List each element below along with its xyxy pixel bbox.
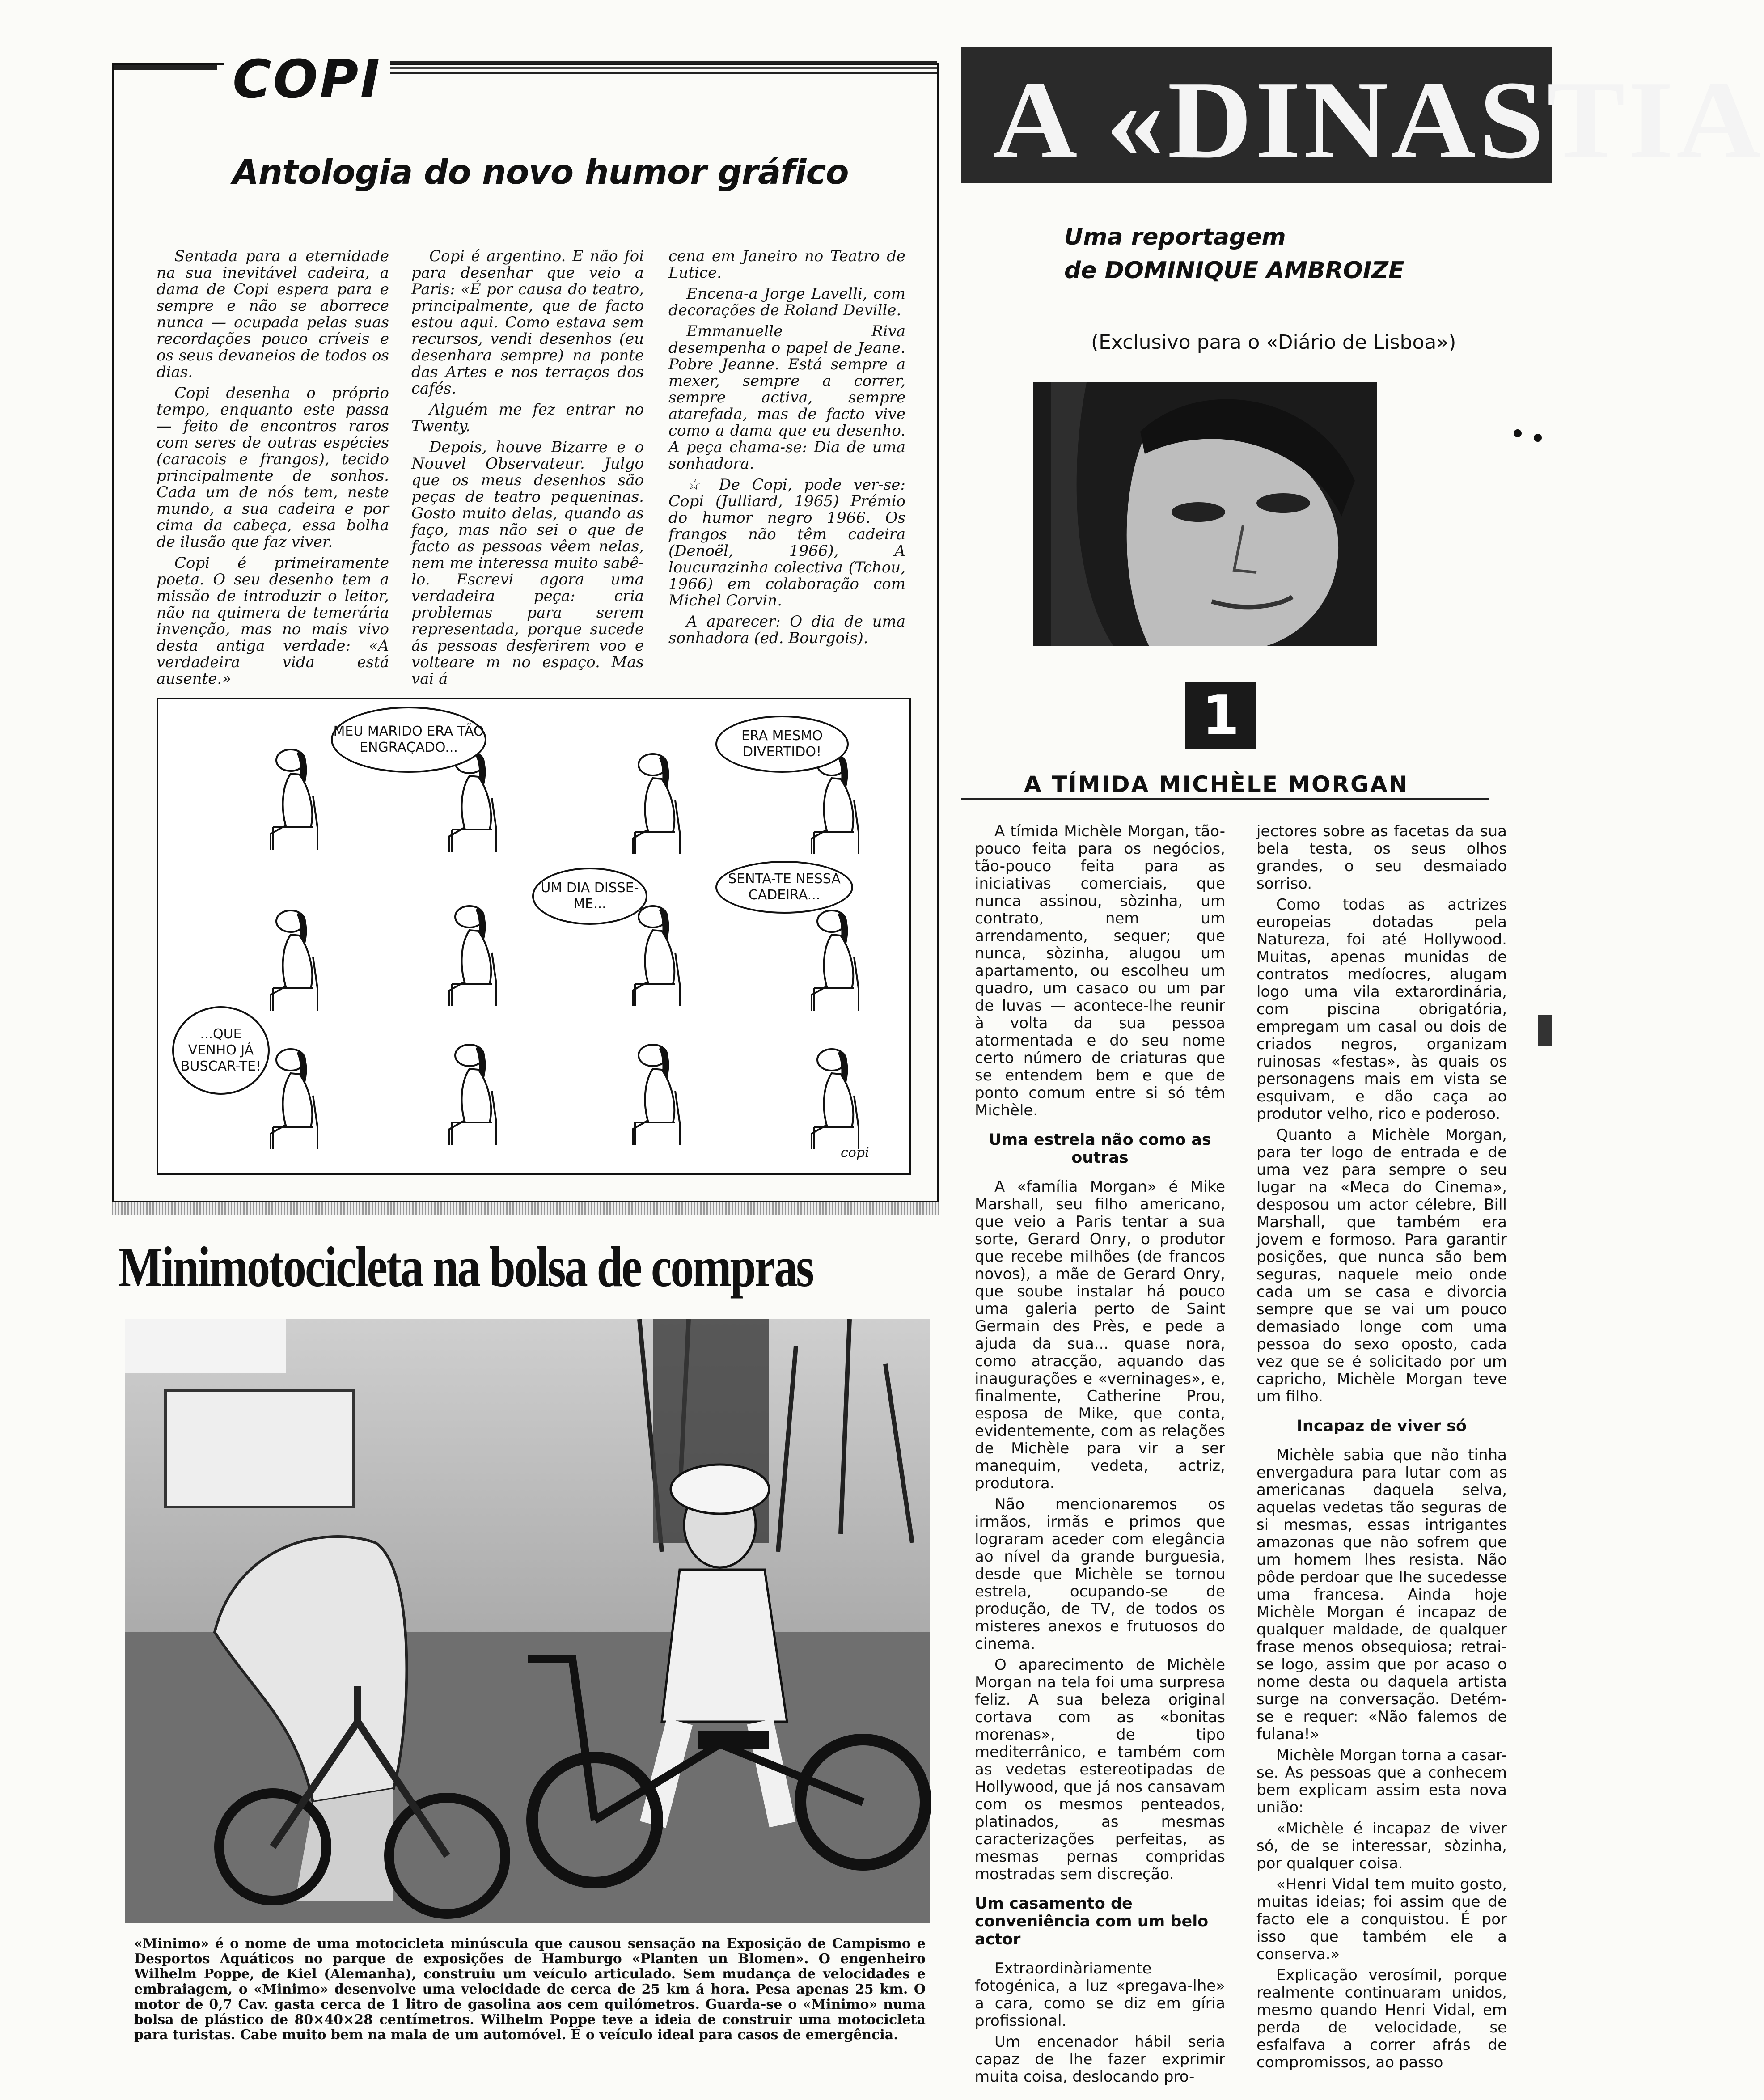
comic-lady	[449, 752, 496, 852]
chapter-number-box	[1185, 682, 1256, 749]
copi-col3-para: ☆ De Copi, pode ver-se: Copi (Julliard, 1965) Prémio do humor negro 1966. Os frangos não têm cadeira (Denoël, 1966), A loucurazinha colectiva (Tchou, 1966) em colaboração com Michel Corvin.	[668, 476, 905, 610]
copi-subtitle: Antologia do novo humor gráfico	[233, 152, 849, 192]
comic-bubble-1: MEU MARIDO ERA TÃO ENGRAÇADO...	[331, 707, 486, 773]
reportage-line-2: de DOMINIQUE AMBROIZE	[1064, 257, 1404, 284]
morgan-para: «Henri Vidal tem muito gosto, muitas ideias; foi assim que de facto ele a conquistou. É por isso que também ele a conserva.»	[1256, 1876, 1507, 1963]
subhead-incapaz: Incapaz de viver só	[1296, 1417, 1467, 1435]
scan-mark	[1538, 1015, 1552, 1046]
comic-lady	[449, 906, 496, 1006]
comic-bubble-3: UM DIA DISSE-ME...	[532, 868, 647, 925]
copi-col1-para: Sentada para a eternidade na sua inevitável cadeira, a dama de Copi espera para e sempre e não se aborrece nunca — ocupada pelas suas recordações pouco críveis e os seus devaneios de todos os dias.	[157, 247, 389, 381]
chapter-title: A TÍMIDA MICHÈLE MORGAN	[1024, 771, 1409, 797]
morgan-para: O aparecimento de Michèle Morgan na tela foi uma surpresa feliz. A sua beleza original cortava com as «bonitas morenas», de tipo mediterrânico, e também com as vedetas estereotipadas de Hollywood, que já nos cansavam com os mesmos penteados, platinados, as mesmas caracterizações perfeitas, as mesmas pernas compridas mostradas sem discreção.	[975, 1656, 1225, 1883]
comic-signature: copi	[841, 1145, 869, 1160]
morgan-para: jectores sobre as facetas da sua bela testa, os seus olhos grandes, o seu desmaiado sorriso.	[1256, 822, 1507, 893]
copi-col2-para: Copi é argentino. E não foi para desenhar que veio a Paris: «É por causa do teatro, principalmente, que de facto estou aqui. Como estava sem recursos, vendi desenhos (eu desenhara sempre) na ponte das Artes e nos terraços dos cafés.	[411, 247, 644, 398]
comic-lady	[633, 1045, 680, 1145]
moto-photo	[125, 1319, 930, 1923]
copi-col3-para: Encena-a Jorge Lavelli, com decorações de Roland Deville.	[668, 285, 905, 319]
copi-title: COPI	[224, 48, 390, 110]
comic-lady	[271, 910, 317, 1011]
copi-column-2	[411, 248, 644, 692]
morgan-para: A «família Morgan» é Mike Marshall, seu filho americano, que veio a Paris tentar a sua sorte, Gerard Onry, o produtor que recebe milhões (de francos novos), a mãe de Gerard Onry, que soube instalar há pouco uma galeria perto de Saint Germain des Près, e pede a ajuda da sua... quase nora, como atracção, aquando das inaugurações e «verninages», e, finalmente, Catherine Prou, esposa de Mike, que conta, evidentemente, com as relações de Michèle para vir a ser manequim, vedeta, actriz, produtora.	[975, 1178, 1225, 1492]
exclusive-note: (Exclusivo para o «Diário de Lisboa»)	[1091, 331, 1456, 354]
scan-mark	[1534, 434, 1542, 442]
copi-column-3	[668, 248, 905, 651]
comic-bubble-4: SENTA-TE NESSA CADEIRA...	[715, 861, 853, 914]
scan-mark	[1514, 429, 1522, 437]
subhead-casamento: Um casamento de conveniência com um belo actor	[975, 1895, 1209, 1948]
comic-lady	[633, 754, 680, 854]
comic-bubble-5: ...QUE VENHO JÁ BUSCAR-TE!	[172, 1006, 270, 1095]
morgan-para: Michèle sabia que não tinha envergadura para lutar com as americanas daquela selva, aquelas vedetas tão seguras de si mesmas, essas intrigantes amazonas que não sofrem que um homem lhes resista. Não pôde perdoar que lhe sucedesse uma francesa. Ainda hoje Michèle Morgan é incapaz de qualquer maldade, de qualquer frase menos obsequiosa; retrai-se logo, assim que por acaso o nome desta ou daquela artista surge na conversação. Detém-se e requer: «Não falemos de fulana!»	[1256, 1446, 1507, 1743]
morgan-para: Michèle Morgan torna a casar-se. As pessoas que a conhecem bem explicam assim esta nova união:	[1256, 1746, 1507, 1816]
morgan-para: Não mencionaremos os irmãos, irmãs e primos que lograram aceder com elegância ao nível da grande burguesia, desde que Michèle se tornou estrela, ocupando-se de produção, de TV, de todos os misteres anexos e frutuosos do cinema.	[975, 1495, 1225, 1653]
copi-col2-para: Depois, houve Bizarre e o Nouvel Observateur. Julgo que os meus desenhos são peças de teatro pequeninas. Gosto muito delas, quando as faço, mas não sei o que de facto as pessoas vêem nelas, nem me interessa muito sabê-lo. Escrevi agora uma verdadeira peça: cria problemas para serem representada, porque sucede ás pessoas desferirem voo e volteare m no espaço. Mas vai á	[411, 438, 644, 688]
dynasty-banner	[961, 47, 1764, 183]
copi-col3-para: Emmanuelle Riva desempenha o papel de Jeane. Pobre Jeanne. Está sempre a mexer, sempre a correr, sempre activa, sempre atarefada, mas de facto vive como a dama que eu desenho. A peça chama-se: Dia de uma sonhadora.	[668, 322, 905, 473]
copi-column-1	[157, 248, 389, 692]
copi-col1-para: Copi desenha o próprio tempo, enquanto este passa — feito de encontros raros com seres de outras espécies (caracois e frangos), tecido principalmente de sonhos. Cada um de nós tem, neste mundo, a sua cadeira e por cima da cabeça, essa bolha de ilusão que faz viver.	[157, 384, 389, 551]
morgan-para: Um encenador hábil seria capaz de lhe fazer exprimir muita coisa, deslocando pro-	[975, 2033, 1225, 2086]
comic-lady	[271, 749, 317, 850]
decorative-halftone-band	[112, 1202, 939, 1215]
comic-lady	[812, 910, 859, 1011]
comic-lady	[812, 1049, 859, 1149]
morgan-para: Como todas as actrizes europeias dotadas pela Natureza, foi até Hollywood. Muitas, apenas munidas de contratos medíocres, alugam logo uma vila extarordinária, com piscina obrigatória, empregam um casal ou dois de criados negros, organizam ruinosas «festas», às quais os personagens mais em vista se esquivam, e dão caça ao produtor velho, rico e poderoso.	[1256, 896, 1507, 1123]
morgan-para: A tímida Michèle Morgan, tão-pouco feita para os negócios, tão-pouco feita para as iniciativas comerciais, que nunca assinou, sòzinha, um contrato, nem um arrendamento, sequer; que nunca, sòzinha, alugou um apartamento, ou escolheu um quadro, um casaco ou um par de luvas — acontece-lhe reunir à volta da sua pessoa atormentada e do seu nome certo número de criaturas que se entendem bem e que de ponto comum entre si só têm Michèle.	[975, 822, 1225, 1119]
morgan-para: Explicação verosímil, porque realmente continuaram unidos, mesmo quando Henri Vidal, em perda de velocidade, se esfalfava a correr afrás de compromissos, ao passo	[1256, 1966, 1507, 2071]
copi-col3-para: A aparecer: O dia de uma sonhadora (ed. Bourgois).	[668, 613, 905, 647]
copi-col1-para: Copi é primeiramente poeta. O seu desenho tem a missão de introduzir o leitor, não na quimera de temerária invenção, mas no mais vivo desta antiga verdade: «A verdadeira vida está ausente.»	[157, 554, 389, 688]
moto-caption: «Minimo» é o nome de uma motocicleta minúscula que causou sensação na Exposição de Campismo e Desportos Aquáticos no parque de exposições de Hamburgo «Planten un Blomen». O engenheiro Wilhelm Poppe, de Kiel (Alemanha), construiu um veículo articulado. Sem mudança de velocidades e embraiagem, o «Minimo» desenvolve uma velocidade de cerca de 25 km á hora. Pesa apenas 25 km. O motor de 0,7 Cav. gasta cerca de 1 litro de gasolina aos cem quilómetros. Guarda-se o «Minimo» numa bolsa de plástico de 80×40×28 centímetros. Wilhelm Poppe teve a ideia de construir uma motocicleta para turistas. Cabe muito bem na mala de um automóvel. É o veículo ideal para casos de emergência.	[134, 1936, 926, 2043]
comic-lady	[633, 906, 680, 1006]
dynasty-banner-text: A «DINASTIA	[993, 58, 1764, 182]
morgan-para: Quanto a Michèle Morgan, para ter logo de entrada e de uma vez para sempre o seu lugar na «Meca do Cinema», desposou um actor célebre, Bill Marshall, que também era jovem e formoso. Para garantir posições, que nunca são bem seguras, naquele meio onde cada um se casa e divorcia sempre que se vai um pouco demasiado longe com uma pessoa do sexo oposto, cada vez que se é solicitado por um capricho, Michèle Morgan teve um filho.	[1256, 1126, 1507, 1406]
copi-col3-para: cena em Janeiro no Teatro de Lutice.	[668, 247, 905, 282]
comic-bubble-2: ERA MESMO DIVERTIDO!	[715, 716, 849, 773]
morgan-para: Extraordinàriamente fotogénica, a luz «pregava-lhe» a cara, como se diz em gíria profissional.	[975, 1960, 1225, 2030]
chapter-number: 1	[1202, 684, 1239, 747]
reportage-line-1: Uma reportagem	[1064, 224, 1286, 250]
copi-col2-para: Alguém me fez entrar no Twenty.	[411, 401, 644, 435]
column-divider	[961, 798, 1489, 800]
comic-lady	[449, 1045, 496, 1145]
subhead-uma-estrela: Uma estrela não como as outras	[989, 1131, 1211, 1167]
michele-morgan-portrait	[1033, 382, 1377, 646]
moto-headline: Minimotocicleta na bolsa de compras	[118, 1235, 813, 1299]
comic-lady	[271, 1049, 317, 1149]
morgan-para: «Michèle é incapaz de viver só, de se interessar, sòzinha, por qualquer coisa.	[1256, 1820, 1507, 1872]
comic-lady	[812, 754, 859, 854]
morgan-right-column	[1256, 823, 1507, 2075]
morgan-left-column	[975, 823, 1225, 2089]
